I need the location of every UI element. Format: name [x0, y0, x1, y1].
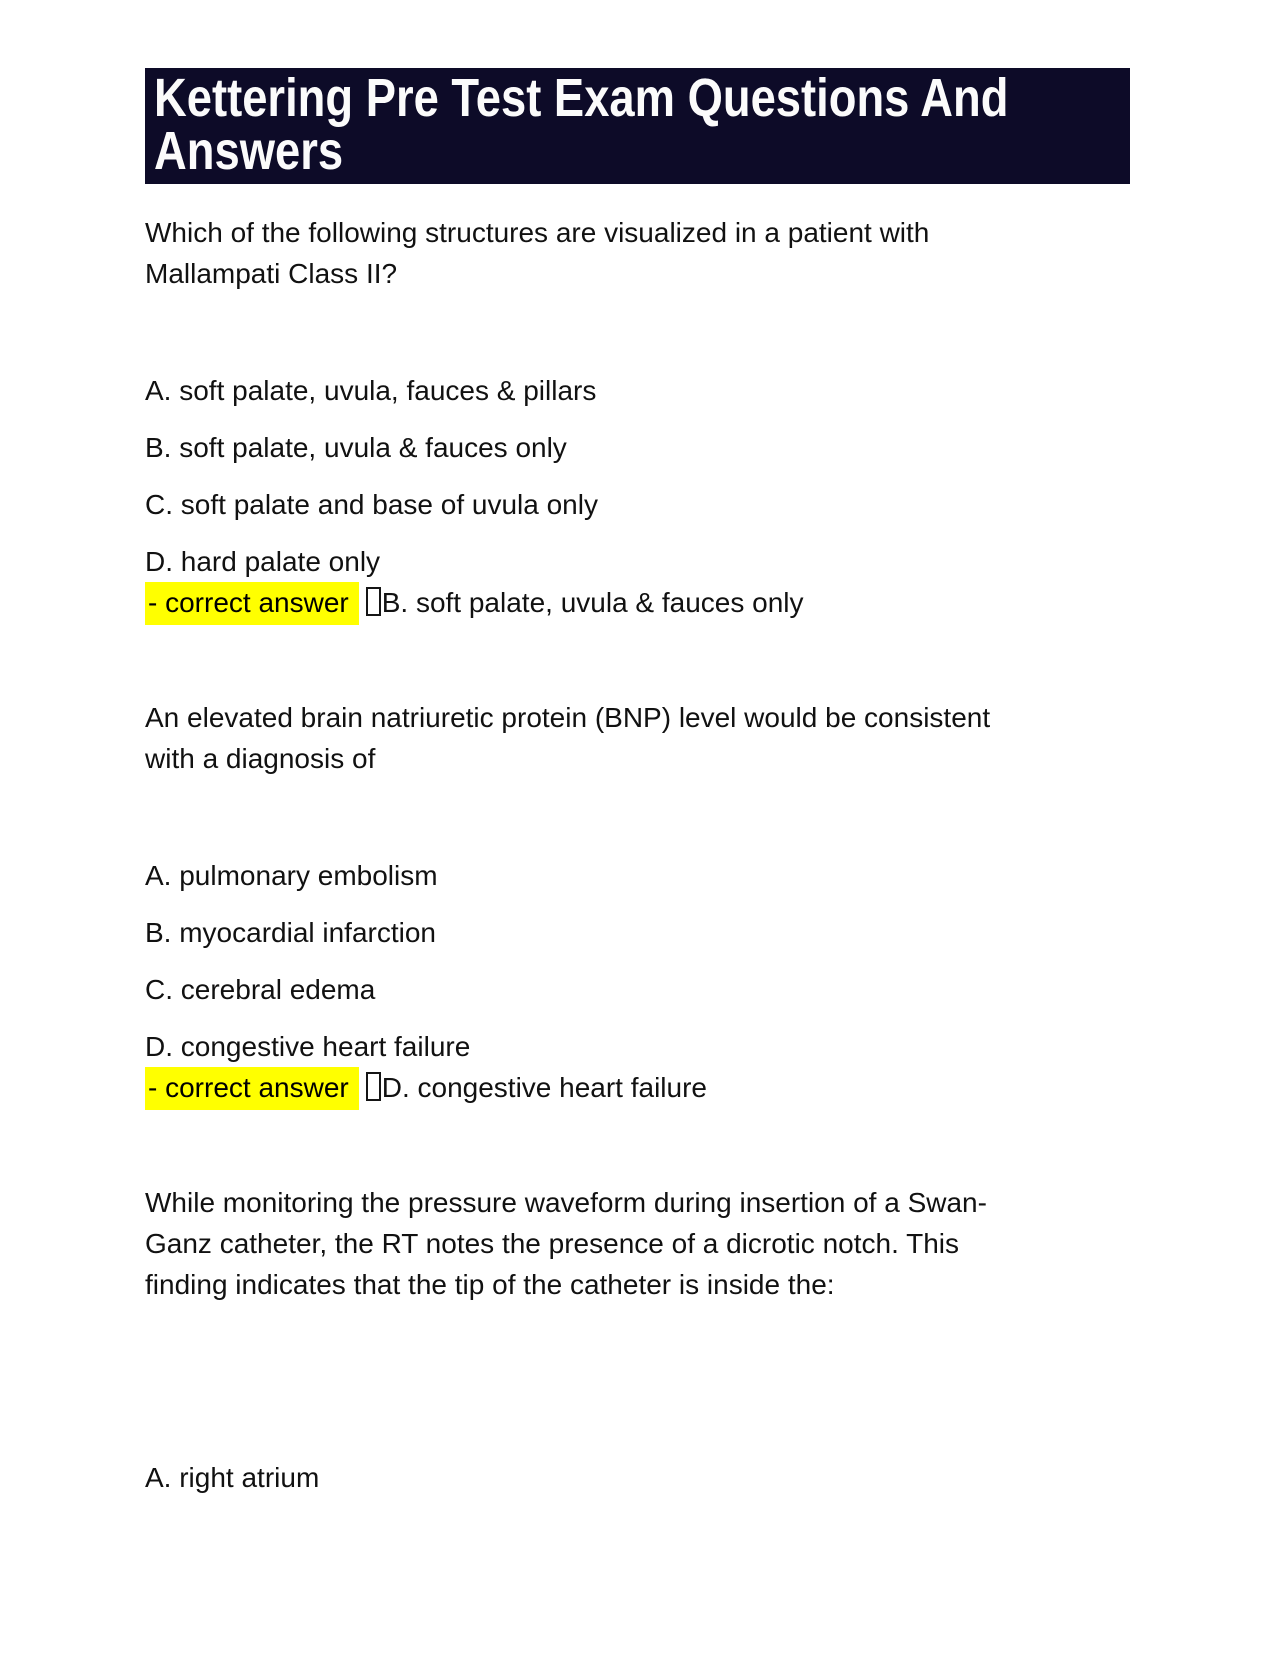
- missing-glyph-box-icon: [366, 587, 381, 616]
- question-2-option-b: B. myocardial infarction: [145, 917, 437, 948]
- question-2-line-1: An elevated brain natriuretic protein (BNP) level would be consistent: [145, 702, 991, 733]
- question-1-option-b: B. soft palate, uvula & fauces only: [145, 432, 567, 463]
- question-2-line-2: with a diagnosis of: [145, 743, 376, 774]
- question-1-option-d: D. hard palate only: [145, 546, 381, 577]
- question-1-answer-line: [145, 582, 1145, 623]
- question-1-option-c: C. soft palate and base of uvula only: [145, 489, 598, 520]
- question-2-option-c: C. cerebral edema: [145, 974, 376, 1005]
- question-1-correct-answer: B. soft palate, uvula & fauces only: [381, 587, 804, 618]
- missing-glyph-box-icon: [366, 1072, 381, 1101]
- question-1-line-2: Mallampati Class II?: [145, 258, 398, 289]
- document-body: [145, 212, 1145, 1498]
- question-3-text: [145, 1182, 1145, 1305]
- question-3-line-2: Ganz catheter, the RT notes the presence of a dicrotic notch. This: [145, 1228, 960, 1259]
- question-2-correct-answer: D. congestive heart failure: [381, 1072, 707, 1103]
- page-title-line-1: Kettering Pre Test Exam Questions And: [154, 68, 1009, 128]
- question-2-option-a: A. pulmonary embolism: [145, 860, 438, 891]
- question-2-option-d: D. congestive heart failure: [145, 1031, 471, 1062]
- correct-answer-highlight: - correct answer: [145, 582, 359, 625]
- question-3-option-a: A. right atrium: [145, 1462, 320, 1493]
- question-3-line-3: finding indicates that the tip of the catheter is inside the:: [145, 1269, 835, 1300]
- question-3-line-1: While monitoring the pressure waveform during insertion of a Swan-: [145, 1187, 987, 1218]
- correct-answer-highlight: - correct answer: [145, 1067, 359, 1110]
- question-1-text: [145, 212, 1145, 294]
- page-title-line-2: Answers: [154, 121, 344, 181]
- question-1-option-a: A. soft palate, uvula, fauces & pillars: [145, 375, 597, 406]
- question-2-answer-line: [145, 1067, 1145, 1108]
- question-1-line-1: Which of the following structures are visualized in a patient with: [145, 217, 930, 248]
- title-banner: [145, 68, 1130, 184]
- question-2-text: [145, 697, 1145, 779]
